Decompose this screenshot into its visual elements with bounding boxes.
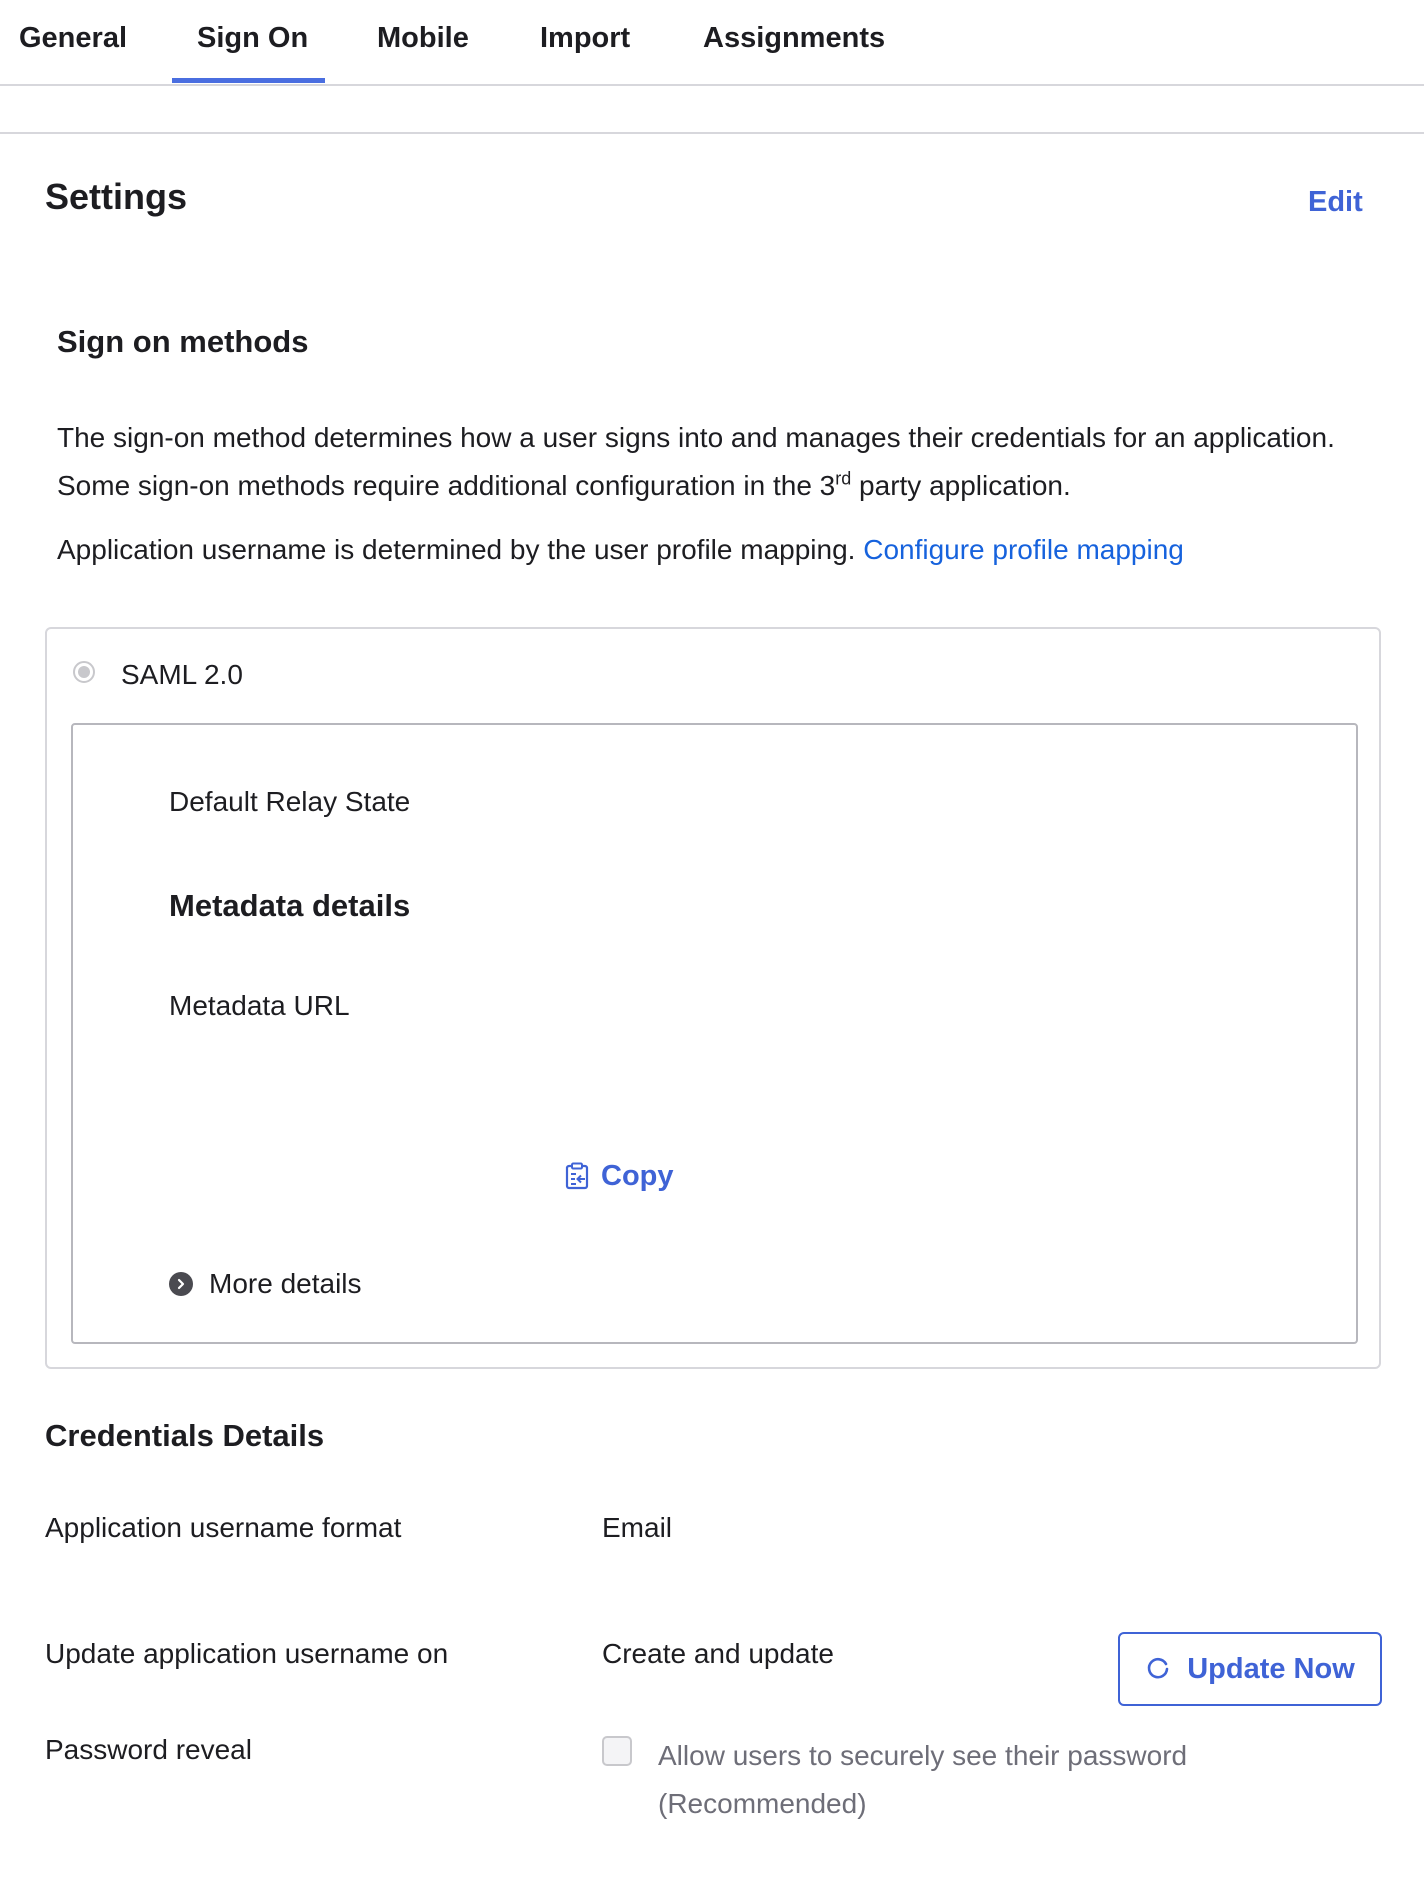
copy-label: Copy [601, 1159, 674, 1192]
tab-import[interactable]: Import [540, 22, 631, 54]
metadata-details-title: Metadata details [169, 888, 411, 923]
sign-on-description: The sign-on method determines how a user signs into and manages their credentials for an application. Some sign-on methods require additional configuration in the 3rd party application. [57, 422, 1335, 501]
username-format-label: Application username format [45, 1512, 402, 1543]
tab-assignments[interactable]: Assignments [703, 22, 886, 54]
edit-button[interactable]: Edit [1308, 186, 1363, 218]
sign-on-methods-title: Sign on methods [57, 324, 309, 359]
tab-bar [0, 0, 1424, 86]
default-relay-state-label: Default Relay State [169, 786, 411, 817]
tab-sign-on[interactable]: Sign On [197, 22, 309, 54]
update-username-on-label: Update application username on [45, 1638, 449, 1669]
update-now-label: Update Now [1187, 1652, 1355, 1685]
configure-profile-mapping-link[interactable]: Configure profile mapping [863, 534, 1184, 565]
username-format-value: Email [602, 1512, 673, 1543]
tab-general[interactable]: General [19, 22, 127, 54]
active-tab-indicator [172, 78, 325, 83]
saml-radio[interactable] [73, 661, 95, 683]
refresh-icon [1145, 1656, 1171, 1682]
update-now-button[interactable] [1118, 1632, 1382, 1706]
copy-button[interactable] [565, 1158, 674, 1194]
metadata-url-label: Metadata URL [169, 990, 350, 1021]
divider [0, 132, 1424, 134]
tab-mobile[interactable]: Mobile [377, 22, 469, 54]
password-reveal-checkbox-label: Allow users to securely see their password (Recommended) [658, 1740, 1188, 1819]
credentials-details-title: Credentials Details [45, 1418, 325, 1453]
clipboard-icon [565, 1162, 589, 1190]
chevron-right-icon [169, 1272, 193, 1296]
password-reveal-checkbox[interactable] [602, 1736, 632, 1766]
profile-mapping-text: Application username is determined by the user profile mapping. Configure profile mapping [57, 534, 1184, 565]
more-details-label: More details [209, 1268, 362, 1299]
saml-label: SAML 2.0 [121, 659, 243, 690]
settings-title: Settings [45, 176, 188, 217]
more-details-toggle[interactable] [169, 1268, 362, 1300]
update-username-on-value: Create and update [602, 1638, 834, 1669]
password-reveal-label: Password reveal [45, 1734, 252, 1765]
